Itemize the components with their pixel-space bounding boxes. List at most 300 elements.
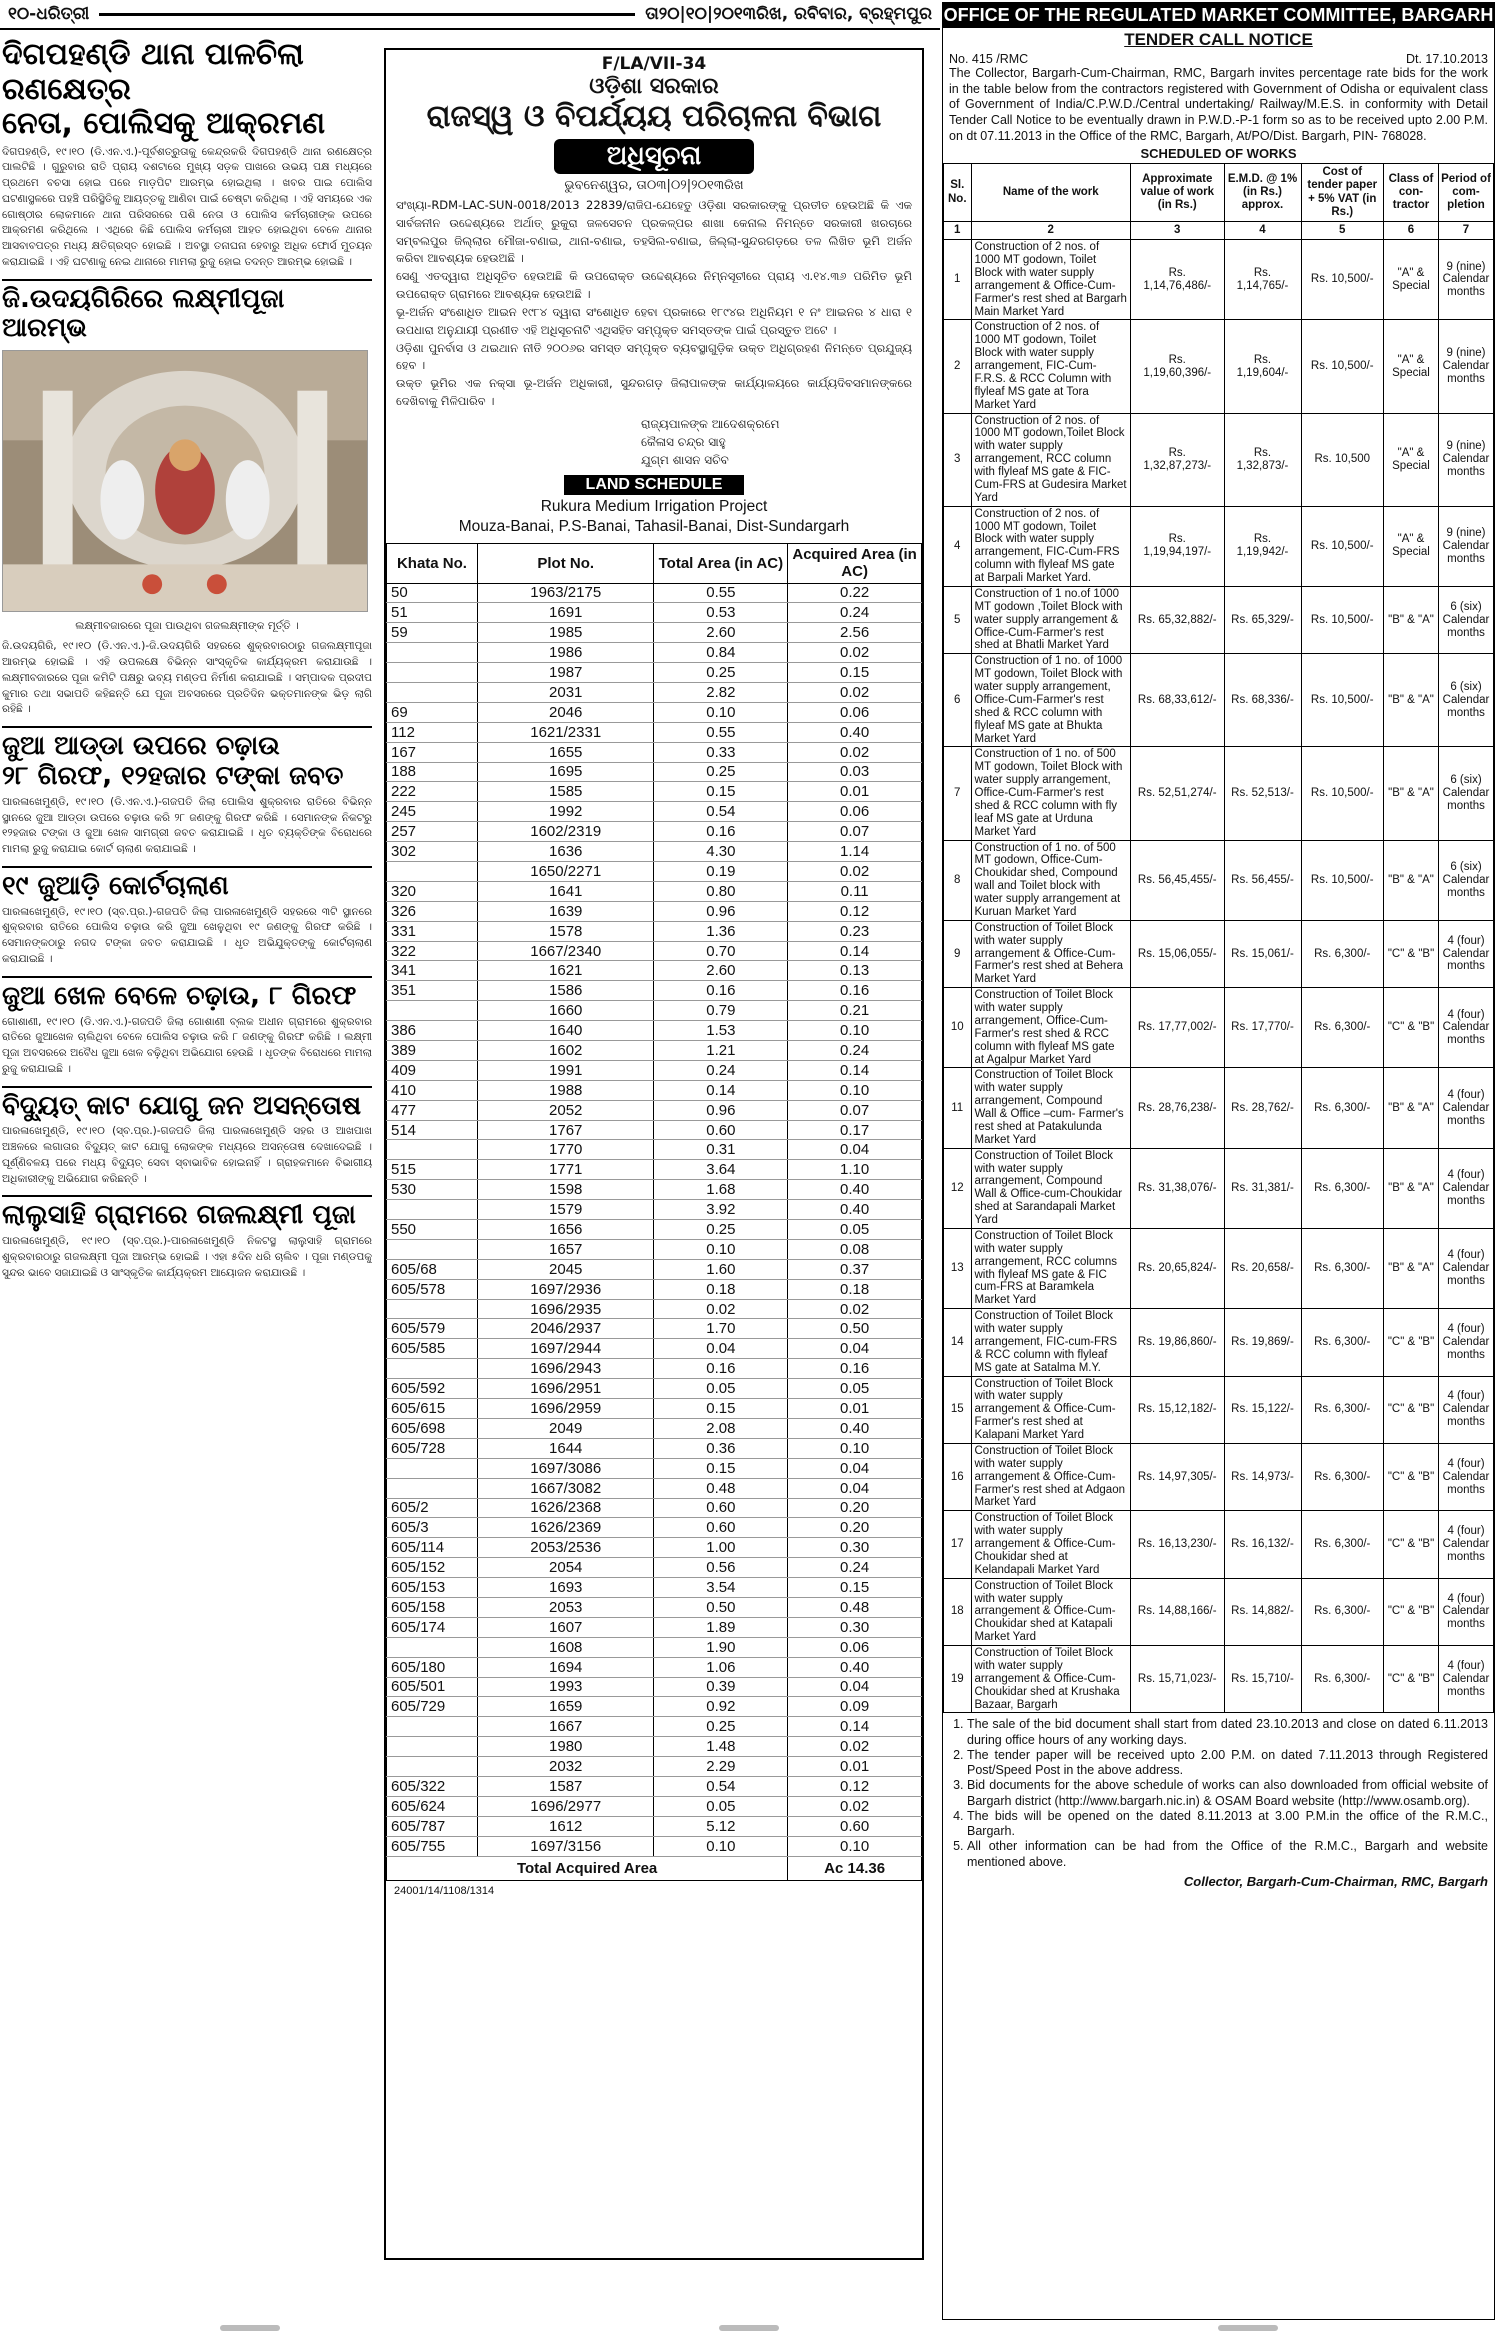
plot-cell: 1767 (477, 1120, 654, 1140)
total-area-cell: 0.92 (654, 1697, 788, 1717)
table-row (387, 1816, 922, 1836)
plot-cell: 1587 (477, 1776, 654, 1796)
work-name-cell: Construction of Toilet Block with water supply arrangement, Compound Wall & Office –cum- Farmer's rest shed at Patakulunda Market Yard (971, 1068, 1131, 1148)
table-row (387, 1200, 922, 1220)
total-area-cell: 2.82 (654, 682, 788, 702)
signatory-designation: ଯୁଗ୍ମ ଶାସନ ସଚିବ (641, 452, 729, 467)
plot-cell: 1621/2331 (477, 722, 654, 742)
acquired-area-cell: 0.02 (788, 742, 922, 762)
tender-signature: Collector, Bargarh-Cum-Chairman, RMC, Bargarh (1183, 1873, 1488, 1889)
table-row (387, 1578, 922, 1598)
sl-no-cell: 10 (944, 988, 972, 1068)
plot-cell: 1641 (477, 881, 654, 901)
table-row (387, 981, 922, 1001)
acquired-area-cell: 0.20 (788, 1498, 922, 1518)
total-area-cell: 0.25 (654, 1717, 788, 1737)
value-cell: Rs. 1,14,76,486/- (1131, 240, 1225, 320)
plot-cell: 1657 (477, 1239, 654, 1259)
divider (2, 726, 372, 728)
plot-cell: 1579 (477, 1200, 654, 1220)
emd-cell: Rs. 56,455/- (1224, 840, 1301, 920)
table-row (387, 583, 922, 603)
tender-note: 4. The bids will be opened on the dated 8.11.2013 at 3.00 P.M.in the office of the R.M.C., Bargarh. (967, 1809, 1488, 1840)
plot-cell: 1626/2369 (477, 1518, 654, 1538)
khata-cell: 167 (387, 742, 478, 762)
table-row (944, 988, 1494, 1068)
table-row (387, 643, 922, 663)
emd-cell: Rs. 1,32,873/- (1224, 413, 1301, 506)
khata-cell: 331 (387, 921, 478, 941)
total-area-cell: 1.00 (654, 1538, 788, 1558)
khata-cell (387, 1299, 478, 1319)
class-cell: "C" & "B" (1384, 1511, 1439, 1578)
plot-cell: 1612 (477, 1816, 654, 1836)
work-name-cell: Construction of Toilet Block with water supply arrangement & Office-Cum-Farmer's rest shed at Kalapani Market Yard (971, 1376, 1131, 1443)
plot-cell: 1644 (477, 1438, 654, 1458)
total-area-cell: 0.84 (654, 643, 788, 663)
value-cell: Rs. 52,51,274/- (1131, 747, 1225, 840)
notice-code: F/LA/VII-34 (601, 54, 707, 74)
plot-cell: 1696/2977 (477, 1796, 654, 1816)
table-row (387, 762, 922, 782)
table-row (944, 747, 1494, 840)
plot-cell: 1650/2271 (477, 862, 654, 882)
khata-cell: 188 (387, 762, 478, 782)
works-col-header: Cost of tender paper + 5% VAT (in Rs.) (1301, 164, 1384, 222)
khata-cell: 477 (387, 1100, 478, 1120)
khata-cell: 605/158 (387, 1597, 478, 1617)
khata-cell (387, 1200, 478, 1220)
plot-cell: 2045 (477, 1259, 654, 1279)
emd-cell: Rs. 1,19,604/- (1224, 320, 1301, 413)
acquired-area-cell: 0.06 (788, 702, 922, 722)
khata-cell: 386 (387, 1021, 478, 1041)
total-area-cell: 0.55 (654, 722, 788, 742)
table-row (387, 1657, 922, 1677)
khata-cell (387, 682, 478, 702)
plot-cell: 1607 (477, 1617, 654, 1637)
tender-cost-cell: Rs. 6,300/- (1301, 1578, 1384, 1645)
khata-cell: 605/729 (387, 1697, 478, 1717)
total-area-cell: 0.25 (654, 1220, 788, 1240)
value-cell: Rs. 20,65,824/- (1131, 1228, 1225, 1308)
khata-cell (387, 1478, 478, 1498)
value-cell: Rs. 28,76,238/- (1131, 1068, 1225, 1148)
works-col-number: 2 (971, 222, 1131, 240)
total-area-cell: 0.04 (654, 1339, 788, 1359)
class-cell: "A" & Special (1384, 506, 1439, 586)
plot-cell: 1696/2959 (477, 1399, 654, 1419)
acquired-area-cell: 0.06 (788, 1637, 922, 1657)
table-row (387, 1001, 922, 1021)
col-header-khata: Khata No. (387, 544, 478, 584)
acquired-area-cell: 0.23 (788, 921, 922, 941)
sl-no-cell: 3 (944, 413, 972, 506)
value-cell: Rs. 68,33,612/- (1131, 654, 1225, 747)
total-row (387, 1856, 922, 1880)
emd-cell: Rs. 14,973/- (1224, 1443, 1301, 1510)
tender-notes (943, 1713, 1494, 1870)
header-rule (99, 13, 635, 16)
emd-cell: Rs. 17,770/- (1224, 988, 1301, 1068)
table-row (387, 1220, 922, 1240)
khata-cell (387, 1757, 478, 1777)
total-area-cell: 3.54 (654, 1578, 788, 1598)
khata-cell: 322 (387, 941, 478, 961)
acquired-area-cell: 0.02 (788, 1737, 922, 1757)
khata-cell: 550 (387, 1220, 478, 1240)
khata-cell: 245 (387, 802, 478, 822)
table-row (944, 1309, 1494, 1376)
total-area-cell: 1.36 (654, 921, 788, 941)
plot-cell: 1578 (477, 921, 654, 941)
table-row (387, 921, 922, 941)
emd-cell: Rs. 1,14,765/- (1224, 240, 1301, 320)
plot-cell: 2049 (477, 1418, 654, 1438)
table-row (387, 782, 922, 802)
emd-cell: Rs. 20,658/- (1224, 1228, 1301, 1308)
acquired-area-cell: 0.01 (788, 1399, 922, 1419)
khata-cell: 326 (387, 901, 478, 921)
acquired-area-cell: 0.37 (788, 1259, 922, 1279)
khata-cell (387, 1737, 478, 1757)
table-row (387, 1717, 922, 1737)
story3-text: ପାରଳାଖେମୁଣ୍ଡି, ୧୯।୧୦ (ଡି.ଏନ.ଏ.)-ଗଜପତି ଜିଲା ପୋଲିସ ଶୁକ୍ରବାର ରାତିରେ ବିଭିନ୍ନ ସ୍ଥାନରେ ଜୁଆ ଆଡ୍ଡା ଉପରେ ଚଢ଼ାଉ କରି ୨୮ ଜଣଙ୍କୁ ଗିରଫ କରିଛି । ସେମାନଙ୍କ ନିକଟରୁ ୧୨ହଜାର ଟଙ୍କା ଓ ଜୁଆ ଖେଳ ସାମଗ୍ରୀ ଜବତ କରାଯାଇଛି । ଧୃତ ବ୍ୟକ୍ତିଙ୍କ ବିରୋଧରେ ମାମଲା ରୁଜୁ କରାଯାଇ କୋର୍ଟ ଚାଲାଣ କରାଯାଇଛି । (2, 795, 372, 856)
notice-para: ସଂଖ୍ୟା-RDM-LAC-SUN-0018/2013 22839/ରାଜିପ-ଯେହେତୁ ଓଡ଼ିଶା ସରକାରଙ୍କୁ ପ୍ରତୀତ ହେଉଅଛି କି ଏକ ସାର୍ବଜନୀନ ଉଦ୍ଦେଶ୍ୟରେ ଅର୍ଥାତ୍ ରୁକୁରା ଜଳସେଚନ ପ୍ରକଳ୍ପର ଶାଖା କେନାଲ ନିମନ୍ତେ ସରକାରୀ ଖରଚାରେ ସମ୍ବଲପୁର ଜିଲ୍ଲାର ମୌଜା-ବଣାଇ, ଥାନା-ବଣାଇ, ତହସିଲ-ବଣାଇ, ଜିଲ୍ଲା-ସୁନ୍ଦରଗଡ଼ରେ ତଳ ଲିଖିତ ଭୂମି ଅର୍ଜନ କରିବା ଆବଶ୍ୟକ ହେଉଅଛି । (396, 198, 912, 266)
acquired-area-cell: 0.03 (788, 762, 922, 782)
plot-cell: 1694 (477, 1657, 654, 1677)
work-name-cell: Construction of Toilet Block with water supply arrangement & Office-Cum-Farmer's rest shed at Behera Market Yard (971, 920, 1131, 987)
sl-no-cell: 9 (944, 920, 972, 987)
class-cell: "B" & "A" (1384, 654, 1439, 747)
photo-caption: ଲକ୍ଷ୍ମୀବଜାରରେ ପୂଜା ପାଉଥିବା ଗଜଲକ୍ଷ୍ମୀଙ୍କ ମୂର୍ତ୍ତି । (75, 620, 299, 633)
total-area-cell: 1.60 (654, 1259, 788, 1279)
class-cell: "C" & "B" (1384, 1376, 1439, 1443)
emd-cell: Rs. 15,710/- (1224, 1646, 1301, 1713)
khata-cell: 605/152 (387, 1558, 478, 1578)
khata-cell: 530 (387, 1180, 478, 1200)
value-cell: Rs. 1,32,87,273/- (1131, 413, 1225, 506)
total-area-cell: 3.92 (654, 1200, 788, 1220)
khata-cell (387, 1359, 478, 1379)
work-name-cell: Construction of Toilet Block with water supply arrangement, Office-Cum-Farmer's rest shed & RCC column with flyleaf MS gate at Agalpur Market Yard (971, 988, 1131, 1068)
table-row (387, 1339, 922, 1359)
acquired-area-cell: 0.40 (788, 1200, 922, 1220)
khata-cell (387, 1001, 478, 1021)
plot-cell: 1667/2340 (477, 941, 654, 961)
government-name: ଓଡ଼ିଶା ସରକାର (589, 74, 719, 99)
plot-cell: 1993 (477, 1677, 654, 1697)
department-name: ରାଜସ୍ୱ ଓ ବିପର୍ଯ୍ୟୟ ପରିଚାଳନା ବିଭାଗ (426, 99, 882, 134)
total-area-cell: 0.24 (654, 1060, 788, 1080)
plot-cell: 1598 (477, 1180, 654, 1200)
total-area-cell: 2.60 (654, 623, 788, 643)
table-row (387, 682, 922, 702)
khata-cell: 410 (387, 1080, 478, 1100)
register-mark (1218, 2325, 1278, 2331)
total-area-cell: 1.53 (654, 1021, 788, 1041)
total-area-cell: 0.70 (654, 941, 788, 961)
col-header-plot: Plot No. (477, 544, 654, 584)
story4-text: ପାରଳାଖେମୁଣ୍ଡି, ୧୯।୧୦ (ସ୍ବ.ପ୍ର.)-ଗଜପତି ଜିଲା ପାରଳାଖେମୁଣ୍ଡି ସହରରେ ୩ଟି ସ୍ଥାନରେ ଶୁକ୍ରବାର ରାତିରେ ପୋଲିସ ଚଢ଼ାଉ କରି ଜୁଆ ଖେଳୁଥିବା ୧୯ ଜଣଙ୍କୁ ଗିରଫ କରିଛି । ସେମାନଙ୍କଠାରୁ ନଗଦ ଟଙ୍କା ଜବତ କରାଯାଇଛି । ଧୃତ ଅଭିଯୁକ୍ତଙ୍କୁ କୋର୍ଟଚାଲାଣ କରାଯାଇଛି । (2, 905, 372, 965)
emd-cell: Rs. 14,882/- (1224, 1578, 1301, 1645)
period-cell: 4 (four) Calendar months (1439, 1578, 1494, 1645)
plot-cell: 2046 (477, 702, 654, 722)
class-cell: "B" & "A" (1384, 747, 1439, 840)
story7-headline: ଲାଲୁସାହି ଗ୍ରାମରେ ଗଜଲକ୍ଷ୍ମୀ ପୂଜା (2, 1200, 356, 1231)
total-area-cell: 0.60 (654, 1498, 788, 1518)
acquired-area-cell: 0.01 (788, 782, 922, 802)
acquired-area-cell: 0.04 (788, 1458, 922, 1478)
total-area-cell: 0.36 (654, 1438, 788, 1458)
khata-cell: 605/728 (387, 1438, 478, 1458)
story1-headline-a: ଦିଗପହଣ୍ଡି ଥାନା ପାଳଚିଲା ରଣକ୍ଷେତ୍ର (2, 38, 304, 107)
sl-no-cell: 19 (944, 1646, 972, 1713)
table-row (387, 1737, 922, 1757)
total-area-cell: 3.64 (654, 1160, 788, 1180)
work-name-cell: Construction of Toilet Block with water supply arrangement & Office-Cum-Farmer's rest shed at Adgaon Market Yard (971, 1443, 1131, 1510)
work-name-cell: Construction of Toilet Block with water supply arrangement & Office-Cum-Choukidar shed at Krushaka Bazaar, Bargarh (971, 1646, 1131, 1713)
story6-headline: ବିଦ୍ୟୁତ୍ କାଟ ଯୋଗୁ ଜନ ଅସନ୍ତୋଷ (2, 1090, 362, 1121)
class-cell: "B" & "A" (1384, 840, 1439, 920)
khata-cell: 605/698 (387, 1418, 478, 1438)
total-area-cell: 0.31 (654, 1140, 788, 1160)
class-cell: "C" & "B" (1384, 988, 1439, 1068)
value-cell: Rs. 16,13,230/- (1131, 1511, 1225, 1578)
value-cell: Rs. 14,97,305/- (1131, 1443, 1225, 1510)
class-cell: "C" & "B" (1384, 1646, 1439, 1713)
total-area-cell: 1.89 (654, 1617, 788, 1637)
land-schedule-table (386, 543, 922, 1881)
khata-cell: 605/153 (387, 1578, 478, 1598)
divider (2, 1195, 372, 1197)
emd-cell: Rs. 19,869/- (1224, 1309, 1301, 1376)
khata-cell: 341 (387, 961, 478, 981)
table-row (387, 1160, 922, 1180)
work-name-cell: Construction of 2 nos. of 1000 MT godown, Toilet Block with water supply arrangement & Office-Cum-Farmer's rest shed at Bargarh Main Market Yard (971, 240, 1131, 320)
plot-cell: 1771 (477, 1160, 654, 1180)
khata-cell: 605/585 (387, 1339, 478, 1359)
total-area-cell: 0.56 (654, 1558, 788, 1578)
khata-cell: 605/578 (387, 1279, 478, 1299)
tender-cost-cell: Rs. 10,500 (1301, 413, 1384, 506)
value-cell: Rs. 19,86,860/- (1131, 1309, 1225, 1376)
table-row (944, 1646, 1494, 1713)
acquired-area-cell: 2.56 (788, 623, 922, 643)
table-row (387, 1120, 922, 1140)
tender-cost-cell: Rs. 6,300/- (1301, 1646, 1384, 1713)
tender-cost-cell: Rs. 10,500/- (1301, 654, 1384, 747)
sl-no-cell: 7 (944, 747, 972, 840)
acquired-area-cell: 0.15 (788, 663, 922, 683)
tender-intro: The Collector, Bargarh-Cum-Chairman, RMC, Bargarh invites percentage rate bids for the work in the table below from the contractors registered with Government of Odisha or equivalent class of Government of India/C.P.W.D./Central undertaking/ Railway/M.E.S. in conformity with Detail Tender Call Notice to be eventually drawn in P.W.D.-P-1 form so as to be received upto 2.00 P.M. on dt 07.11.2013 in the Office of the RMC, Bargarh, At/PO/Dist. Bargarh, PIN- 768028. (949, 66, 1488, 143)
total-area-cell: 1.06 (654, 1657, 788, 1677)
total-area-cell: 0.79 (654, 1001, 788, 1021)
khata-cell (387, 643, 478, 663)
divider (2, 976, 372, 978)
plot-cell: 1697/3156 (477, 1836, 654, 1856)
total-area-cell: 0.15 (654, 1399, 788, 1419)
khata-cell (387, 1717, 478, 1737)
table-row (944, 413, 1494, 506)
table-row (387, 901, 922, 921)
sl-no-cell: 12 (944, 1148, 972, 1228)
plot-cell: 1770 (477, 1140, 654, 1160)
emd-cell: Rs. 16,132/- (1224, 1511, 1301, 1578)
table-row (944, 840, 1494, 920)
work-name-cell: Construction of 1 no. of 500 MT godown, Toilet Block with water supply arrangement, Office-Cum-Farmer's rest shed & RCC column with fly leaf MS gate at Urduna Market Yard (971, 747, 1131, 840)
tender-cost-cell: Rs. 10,500/- (1301, 747, 1384, 840)
value-cell: Rs. 1,19,94,197/- (1131, 506, 1225, 586)
table-row (387, 1259, 922, 1279)
acquired-area-cell: 0.04 (788, 1339, 922, 1359)
works-table (943, 163, 1494, 1713)
works-col-header: Name of the work (971, 164, 1131, 222)
acquired-area-cell: 0.04 (788, 1140, 922, 1160)
table-row (387, 1100, 922, 1120)
table-row (387, 802, 922, 822)
tender-cost-cell: Rs. 10,500/- (1301, 840, 1384, 920)
value-cell: Rs. 56,45,455/- (1131, 840, 1225, 920)
work-name-cell: Construction of Toilet Block with water supply arrangement & Office-Cum-Choukidar shed at Katapali Market Yard (971, 1578, 1131, 1645)
project-location: Mouza-Banai, P.S-Banai, Tahasil-Banai, Dist-Sundargarh (458, 517, 850, 535)
total-area-cell: 1.90 (654, 1637, 788, 1657)
acquired-area-cell: 0.07 (788, 822, 922, 842)
table-row (387, 1399, 922, 1419)
notification-title: ଅଧିସୂଚନା (554, 139, 754, 174)
sl-no-cell: 8 (944, 840, 972, 920)
notice-para: ଉକ୍ତ ଭୂମିର ଏକ ନକ୍ସା ଭୂ-ଅର୍ଜନ ଅଧିକାରୀ, ସୁନ୍ଦରଗଡ଼ ଜିଲାପାଳଙ୍କ କାର୍ଯ୍ୟାଳୟରେ କାର୍ଯ୍ୟଦିବସମାନଙ୍କରେ ଦେଖିବାକୁ ମିଳିପାରିବ । (396, 376, 912, 408)
khata-cell: 605/755 (387, 1836, 478, 1856)
sl-no-cell: 1 (944, 240, 972, 320)
work-name-cell: Construction of Toilet Block with water supply arrangement, FIC-cum-FRS & RCC column with flyleaf MS gate at Satalma M.Y. (971, 1309, 1131, 1376)
plot-cell: 1640 (477, 1021, 654, 1041)
period-cell: 4 (four) Calendar months (1439, 1443, 1494, 1510)
plot-cell: 1586 (477, 981, 654, 1001)
land-schedule-rows (387, 583, 922, 1856)
page-footer-marks (0, 2322, 1497, 2334)
plot-cell: 1963/2175 (477, 583, 654, 603)
khata-cell (387, 1239, 478, 1259)
tender-cost-cell: Rs. 6,300/- (1301, 1376, 1384, 1443)
table-row (387, 1677, 922, 1697)
khata-cell (387, 663, 478, 683)
plot-cell: 1667/3082 (477, 1478, 654, 1498)
period-cell: 4 (four) Calendar months (1439, 1068, 1494, 1148)
khata-cell: 605/579 (387, 1319, 478, 1339)
acquired-area-cell: 0.21 (788, 1001, 922, 1021)
period-cell: 4 (four) Calendar months (1439, 988, 1494, 1068)
table-row (387, 1617, 922, 1637)
story3-headline-b: ୨୮ ଗିରଫ, ୧୨ହଜାର ଟଙ୍କା ଜବତ (2, 760, 344, 791)
khata-cell: 605/3 (387, 1518, 478, 1538)
tender-cost-cell: Rs. 6,300/- (1301, 988, 1384, 1068)
plot-cell: 1656 (477, 1220, 654, 1240)
table-row (387, 722, 922, 742)
plot-cell: 2053 (477, 1597, 654, 1617)
khata-cell: 320 (387, 881, 478, 901)
khata-cell: 389 (387, 1041, 478, 1061)
total-area-cell: 0.60 (654, 1518, 788, 1538)
plot-cell: 1660 (477, 1001, 654, 1021)
reference-number: 24001/14/1108/1314 (394, 1884, 495, 1897)
emd-cell: Rs. 1,19,942/- (1224, 506, 1301, 586)
total-area-cell: 0.16 (654, 1359, 788, 1379)
total-area-cell: 0.48 (654, 1478, 788, 1498)
schedule-title: SCHEDULED OF WORKS (1140, 146, 1297, 162)
col-header-total-area: Total Area (in AC) (654, 544, 788, 584)
total-area-cell: 0.10 (654, 1836, 788, 1856)
story4-headline: ୧୯ ଜୁଆଡ଼ି କୋର୍ଟଚାଲାଣ (2, 870, 229, 901)
sl-no-cell: 14 (944, 1309, 972, 1376)
table-row (387, 1597, 922, 1617)
table-row (387, 1319, 922, 1339)
khata-cell: 605/2 (387, 1498, 478, 1518)
table-row (387, 663, 922, 683)
acquired-area-cell: 0.24 (788, 1041, 922, 1061)
register-mark (220, 2325, 280, 2331)
table-row (387, 603, 922, 623)
works-col-header: Period of com-pletion (1439, 164, 1494, 222)
sl-no-cell: 17 (944, 1511, 972, 1578)
value-cell: Rs. 15,12,182/- (1131, 1376, 1225, 1443)
story6-text: ପାରଳାଖେମୁଣ୍ଡି, ୧୯।୧୦ (ସ୍ବ.ପ୍ର.)-ଗଜପତି ଜିଲା ପାରଳାଖେମୁଣ୍ଡି ସହର ଓ ଆଖପାଖ ଅଞ୍ଚଳରେ ଲଗାତାର ବିଦ୍ୟୁତ୍ କାଟ ଯୋଗୁ ଲୋକଙ୍କ ମଧ୍ୟରେ ଅସନ୍ତୋଷ ଦେଖାଦେଇଛି । ଘୂର୍ଣ୍ଣିବଳୟ ପରେ ମଧ୍ୟ ବିଦ୍ୟୁତ୍ ସେବା ସ୍ବାଭାବିକ ହୋଇନାହିଁ । ଗ୍ରାହକମାନେ ବିଭାଗୀୟ ଅଧିକାରୀଙ୍କୁ ଅଭିଯୋଗ କରିଛନ୍ତି । (2, 1125, 372, 1185)
table-row (944, 1068, 1494, 1148)
tender-cost-cell: Rs. 6,300/- (1301, 1309, 1384, 1376)
acquired-area-cell: 0.18 (788, 1279, 922, 1299)
work-name-cell: Construction of 2 nos. of 1000 MT godown, Toilet Block with water supply arrangement, FIC-Cum-F.R.S. & RCC Column with flyleaf MS gate at Tora Market Yard (971, 320, 1131, 413)
plot-cell: 2053/2536 (477, 1538, 654, 1558)
tender-cost-cell: Rs. 10,500/- (1301, 320, 1384, 413)
plot-cell: 1696/2943 (477, 1359, 654, 1379)
table-row (387, 1279, 922, 1299)
tender-cost-cell: Rs. 10,500/- (1301, 586, 1384, 653)
total-area-cell: 5.12 (654, 1816, 788, 1836)
sl-no-cell: 18 (944, 1578, 972, 1645)
value-cell: Rs. 15,06,055/- (1131, 920, 1225, 987)
acquired-area-cell: 0.10 (788, 1836, 922, 1856)
total-area-cell: 0.96 (654, 1100, 788, 1120)
total-area-cell: 0.15 (654, 782, 788, 802)
page-header (0, 0, 940, 30)
plot-cell: 1985 (477, 623, 654, 643)
khata-cell (387, 1458, 478, 1478)
table-row (944, 1148, 1494, 1228)
works-col-number: 7 (1439, 222, 1494, 240)
plot-cell: 1980 (477, 1737, 654, 1757)
emd-cell: Rs. 65,329/- (1224, 586, 1301, 653)
plot-cell: 1636 (477, 842, 654, 862)
khata-cell: 514 (387, 1120, 478, 1140)
land-schedule-title: LAND SCHEDULE (564, 475, 744, 495)
table-row (387, 1379, 922, 1399)
table-row (387, 1836, 922, 1856)
class-cell: "B" & "A" (1384, 586, 1439, 653)
acquired-area-cell: 0.14 (788, 1717, 922, 1737)
tender-note: 1. The sale of the bid document shall start from dated 23.10.2013 and close on dated 6.11.2013 during office hours of any working days. (967, 1717, 1488, 1748)
work-name-cell: Construction of 1 no.of 1000 MT godown ,Toilet Block with water supply arrangement & Office-Cum-Farmer's rest shed at Bhatli Market Yard (971, 586, 1131, 653)
khata-cell: 605/787 (387, 1816, 478, 1836)
table-row (387, 1796, 922, 1816)
total-area-cell: 4.30 (654, 842, 788, 862)
acquired-area-cell: 0.02 (788, 682, 922, 702)
works-header-row (944, 164, 1494, 222)
divider (2, 1086, 372, 1088)
acquired-area-cell: 0.02 (788, 1299, 922, 1319)
tender-notice (942, 2, 1495, 2320)
acquired-area-cell: 0.09 (788, 1697, 922, 1717)
total-area-cell: 0.53 (654, 603, 788, 623)
